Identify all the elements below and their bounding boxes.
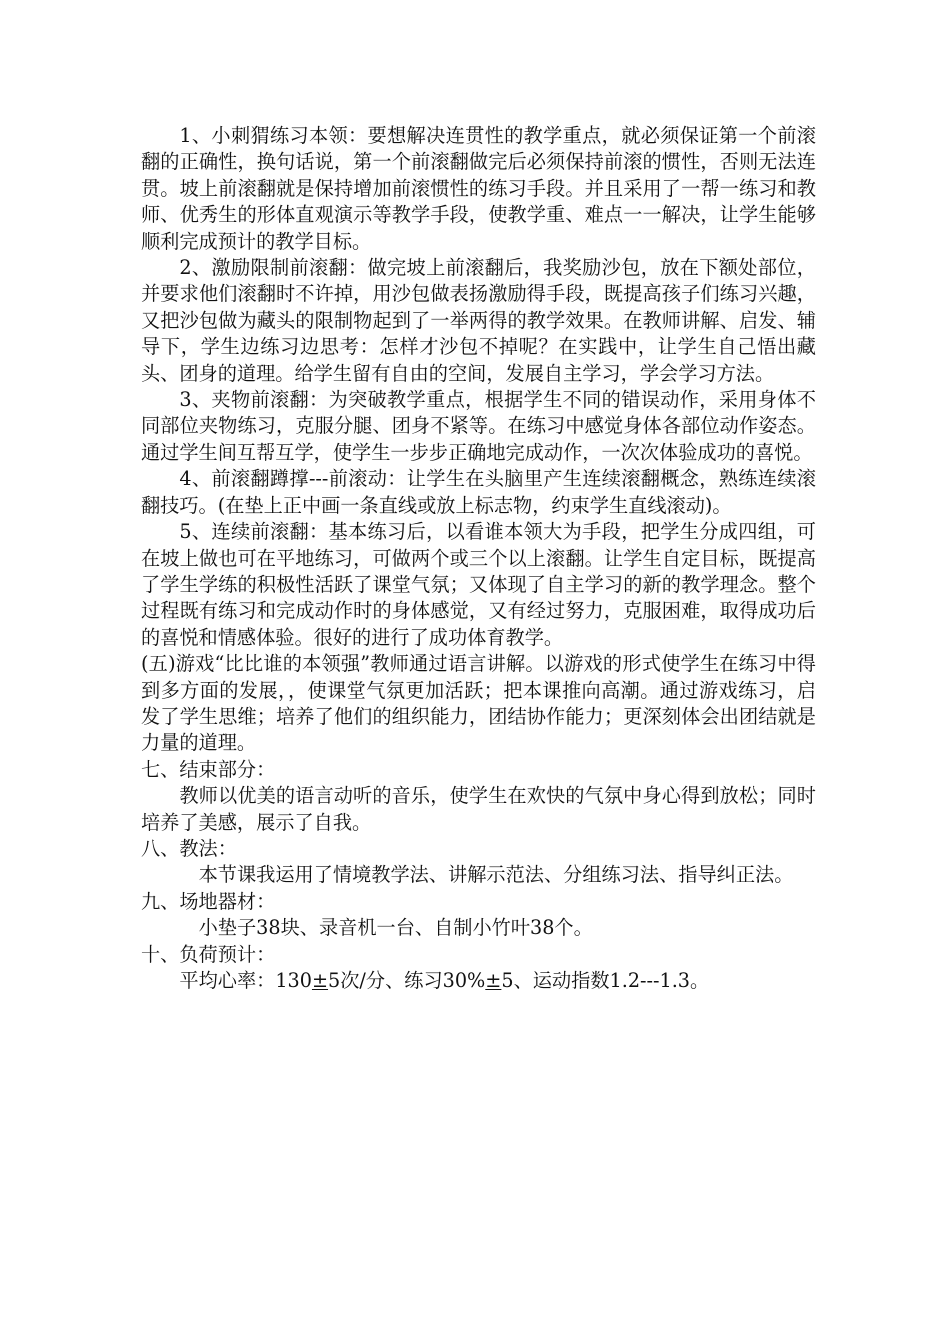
paragraph-item-2: 2、激励限制前滚翻：做完坡上前滚翻后，我奖励沙包，放在下额处部位，并要求他们滚翻时不许掉，用沙包做表扬激励得手段，既提高孩子们练习兴趣，又把沙包做为藏头的限制物起到了一举两得的教学效果。在教师讲解、启发、辅导下，学生边练习边思考：怎样才沙包不掉呢？在实践中，让学生自己悟出藏头、团身的道理。给学生留有自由的空间，发展自主学习，学会学习方法。 [141,256,816,385]
load-label: 平均心率： [179,969,276,992]
exercise-plus-minus: ± [485,969,502,992]
paragraph-item-1: 1、小刺猬练习本领：要想解决连贯性的教学重点，就必须保证第一个前滚翻的正确性，换句话说，第一个前滚翻做完后必须保持前滚的惯性，否则无法连贯。坡上前滚翻就是保持增加前滚惯性的练习手段。并且采用了一帮一练习和教师、优秀生的形体直观演示等教学手段，使教学重、难点一一解决，让学生能够顺利完成预计的教学目标。 [141,124,816,253]
section-heading-equipment: 九、场地器材： [141,889,276,913]
document-page [141,123,816,994]
heart-rate-plus-minus: ± [311,969,329,992]
paragraph-item-3: 3、夹物前滚翻：为突破教学重点，根据学生不同的错误动作，采用身体不同部位夹物练习，克服分腿、团身不紧等。在练习中感觉身体各部位动作姿态。通过学生间互帮互学，使学生一步步正确地完成动作，一次次体验成功的喜悦。 [141,388,816,464]
section-body-equipment: 小垫子38块、录音机一台、自制小竹叶38个。 [198,916,593,940]
paragraph-game-section: (五)游戏“比比谁的本领强”教师通过语言讲解。以游戏的形式使学生在练习中得到多方面的发展，，使课堂气氛更加活跃；把本课推向高潮。通过游戏练习，启发了学生思维；培养了他们的组织能力，团结协作能力；更深刻体会出团结就是力量的道理。 [141,652,816,755]
heart-rate-value: 130 [275,969,312,992]
section-heading-load: 十、负荷预计： [141,942,276,966]
section-heading-method: 八、教法： [141,836,237,860]
paragraph-item-4: 4、前滚翻蹲撑---前滚动：让学生在头脑里产生连续滚翻概念，熟练连续滚翻技巧。(在垫上正中画一条直线或放上标志物，约束学生直线滚动)。 [141,467,816,517]
exercise-rest: 5、运动指数1.2---1.3。 [501,969,710,992]
heart-rate-rest: 5次/分、练习30% [328,969,486,992]
section-body-method: 本节课我运用了情境教学法、讲解示范法、分组练习法、指导纠正法。 [198,863,794,887]
paragraph-item-5: 5、连续前滚翻：基本练习后，以看谁本领大为手段，把学生分成四组，可在坡上做也可在平地练习，可做两个或三个以上滚翻。让学生自定目标，既提高了学生学练的积极性活跃了课堂气氛；又体现了自主学习的新的教学理念。整个过程既有练习和完成动作时的身体感觉，又有经过努力，克服困难，取得成功后的喜悦和情感体验。很好的进行了成功体育教学。 [141,520,816,649]
section-body-ending: 教师以优美的语言动听的音乐，使学生在欢快的气氛中身心得到放松；同时培养了美感，展示了自我。 [141,784,816,834]
load-forecast-line [141,968,816,994]
section-heading-ending: 七、结束部分： [141,757,276,781]
